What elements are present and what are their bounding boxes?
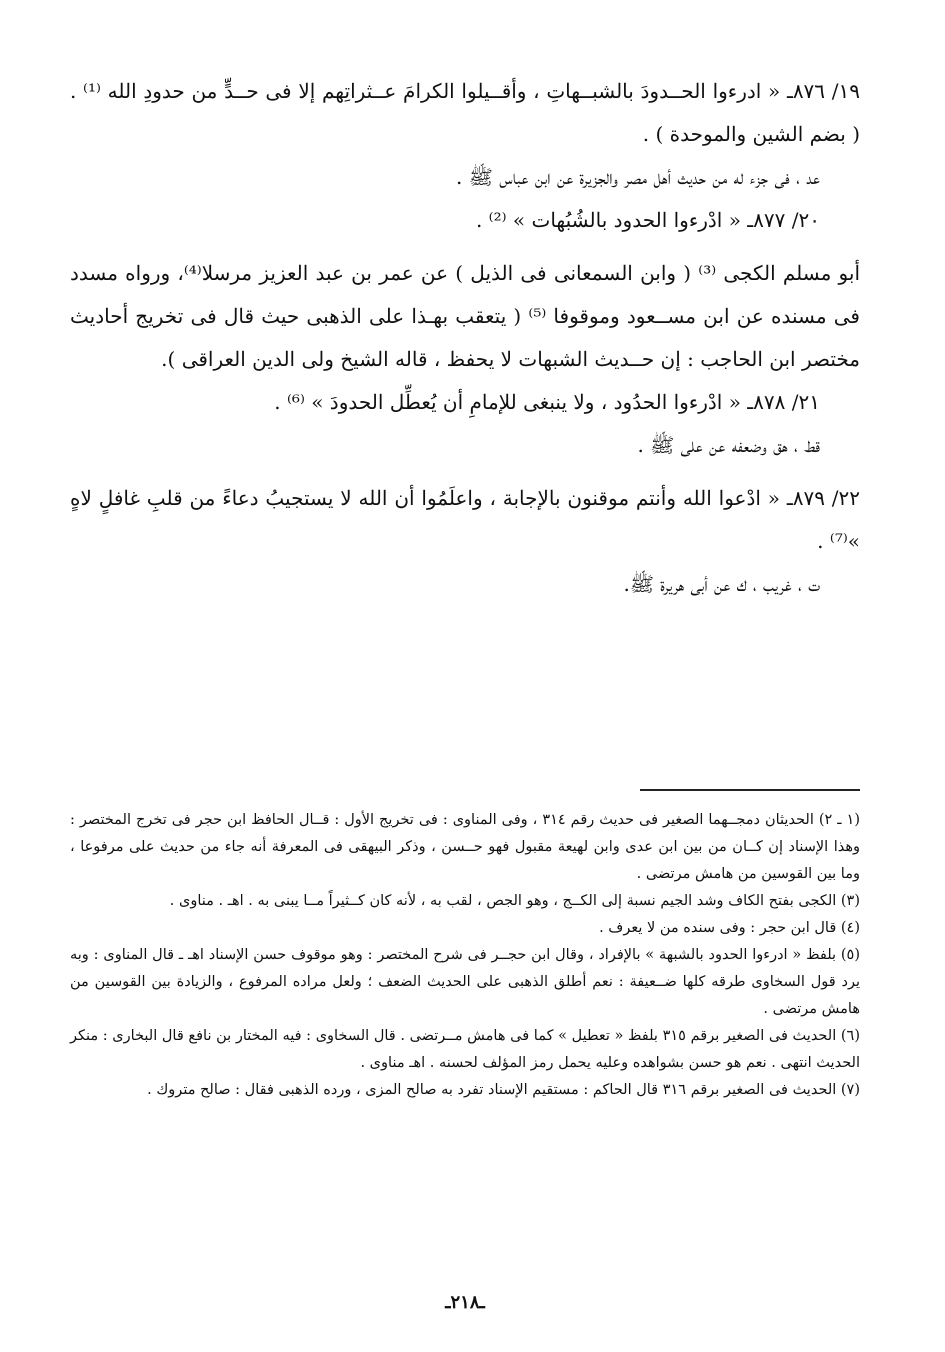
footnote-7: (٧) الحديث فى الصغير برقم ٣١٦ قال الحاكم : مستقيم الإسناد تفرد به صالح المزى ، ورده الذهبى فقال : صالح متروك . — [147, 1082, 860, 1098]
document-page — [70, 70, 861, 1313]
hadith-879-source: ت ، غريب ، ك عن أبى هريرة ﷺ. — [623, 572, 820, 596]
main-text — [70, 70, 860, 606]
hadith-876-source: عد ، فى جزء له من حديث أهل مصر والجزيرة عن ابن عباس ﷺ . — [456, 165, 820, 189]
hadith-877-source: أبو مسلم الكجى ⁽³⁾ ( وابن السمعانى فى الذيل ) عن عمر بن عبد العزيز مرسلا⁽⁴⁾، ورواه مسدد فى مسنده عن ابن مســعود وموقوفا ⁽⁵⁾ ( يتعقب بهـذا على الذهبى حيث قال فى تخريج أحاديث مختصر ابن الحاجب : إن حــديث الشبهات لا يحفظ ، قاله الشيخ ولى الدين العراقى ). — [70, 261, 861, 371]
footnote-divider — [640, 789, 860, 791]
footnote-6: (٦) الحديث فى الصغير برقم ٣١٥ بلفظ « تعطيل » كما فى هامش مــرتضى . قال السخاوى : فيه المختار بن نافع قال البخارى : منكر الحديث انتهى . نعم هو حسن بشواهده وعليه يحمل رمز المؤلف لحسنه . اهـ مناوى . — [70, 1028, 860, 1071]
footnotes — [70, 807, 860, 1104]
footnote-1-2: (١ ـ ٢) الحديثان دمجــهما الصغير فى حديث رقم ٣١٤ ، وفى المناوى : فى تخريج الأول : قــال الحافظ ابن حجر فى تخرج المختصر : وهذا الإسناد إن كــان من بين ابن عدى وابن لهيعة مقبول فهو حــسن ، وذكر البيهقى فى المعرفة أنه جاء من حديث على مرفوعا ، وما بين القوسين من هامش مرتضى . — [70, 812, 860, 882]
hadith-878: ٢١/ ٨٧٨ـ « ادْرءوا الحدُود ، ولا ينبغى للإمامِ أن يُعطِّل الحدودَ » ⁽⁶⁾ . — [274, 390, 820, 414]
footnote-5: (٥) بلفظ « ادرءوا الحدود بالشبهة » بالإفراد ، وقال ابن حجــر فى شرح المختصر : وهو موقوف حسن الإسناد اهـ ـ قال المناوى : وبه يرد قول السخاوى طرقه كلها ضــعيفة : نعم أطلق الذهبى على الحديث الضعف ؛ ولعل مراده المرفوع ، والزيادة بين القوسين من هامش مرتضى . — [70, 947, 860, 1017]
footnote-3: (٣) الكجى بفتح الكاف وشد الجيم نسبة إلى الكــج ، وهو الجص ، لقب به ، لأنه كان كــثيراً مــا يبنى به . اهـ . مناوى . — [169, 893, 860, 909]
hadith-876: ١٩/ ٨٧٦ـ « ادرءوا الحــدودَ بالشبــهاتِ ، وأقــيلوا الكرامَ عــثراتِهم إلا فى حــدٍّ من حدودِ الله ⁽¹⁾ . ( بضم الشين والموحدة ) . — [70, 79, 860, 146]
footnote-4: (٤) قال ابن حجر : وفى سنده من لا يعرف . — [599, 920, 860, 936]
page-number: ـ٢١٨ـ — [445, 1292, 485, 1313]
hadith-878-source: قط ، هق وضعفه عن على ﷺ . — [637, 433, 820, 457]
hadith-879: ٢٢/ ٨٧٩ـ « ادْعوا الله وأنتم موقنون بالإجابة ، واعلَمُوا أن الله لا يستجيبُ دعاءً من قلبِ غافلٍ لاهٍ »⁽⁷⁾ . — [70, 486, 860, 553]
hadith-877: ٢٠/ ٨٧٧ـ « ادْرءوا الحدود بالشُبُهات » ⁽²⁾ . — [475, 208, 820, 232]
